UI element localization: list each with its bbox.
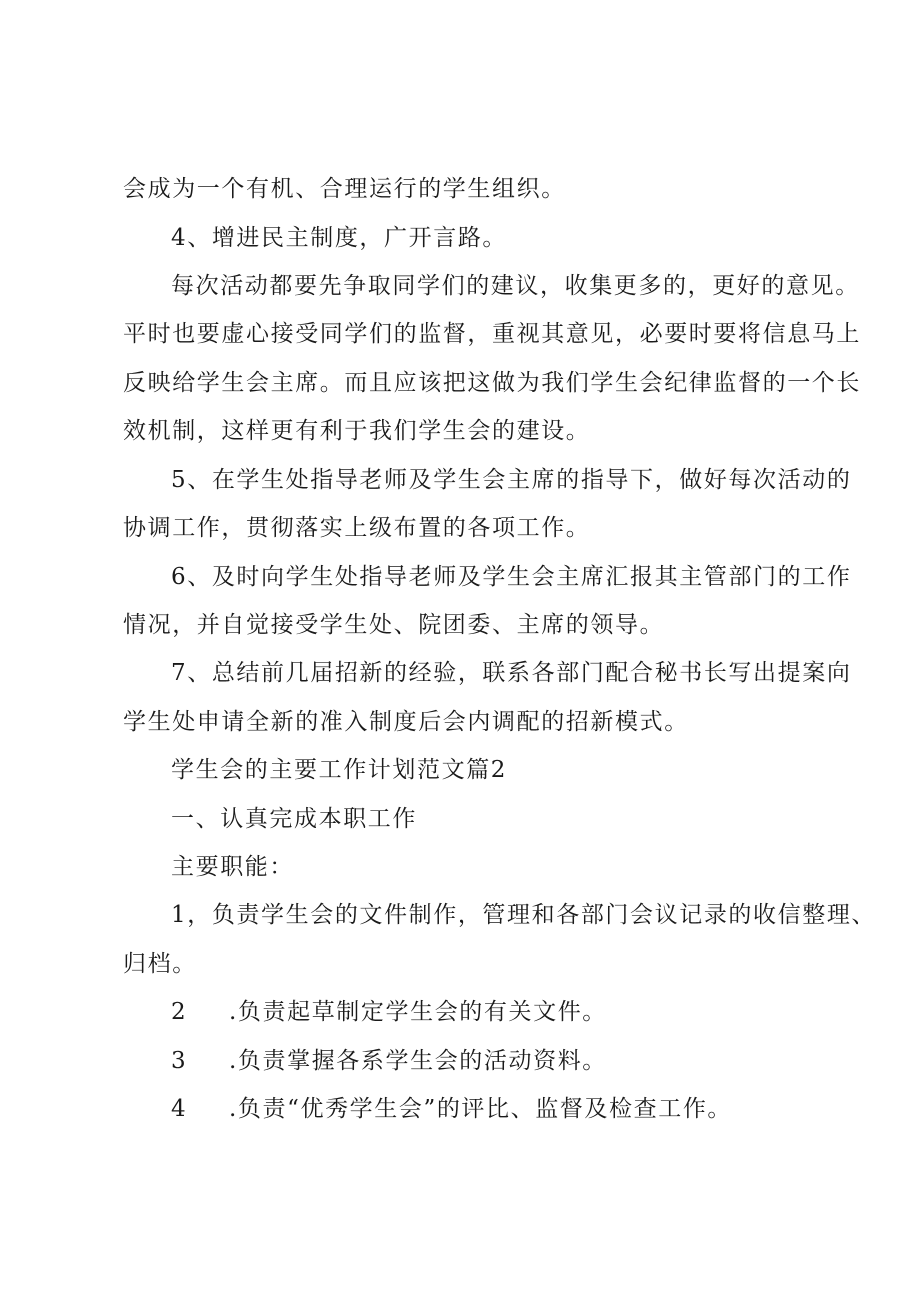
numbered-item (171, 1094, 732, 1124)
text-line: 4、增进民主制度，广开言路。 (171, 225, 508, 251)
text-line: 情况，并自觉接受学生处、院团委、主席的领导。 (123, 612, 665, 638)
numbered-item (171, 997, 607, 1027)
text-line: 1，负责学生会的文件制作，管理和各部门会议记录的收信整理、 (171, 902, 877, 928)
sub-heading: 一、认真完成本职工作 (171, 806, 417, 832)
text-line: 平时也要虚心接受同学们的监督，重视其意见，必要时要将信息马上 (123, 321, 861, 347)
text-line: 会成为一个有机、合理运行的学生组织。 (123, 176, 566, 202)
text-line: 7、总结前几届招新的经验，联系各部门配合秘书长写出提案向 (171, 660, 852, 686)
text-line: 效机制，这样更有利于我们学生会的建设。 (123, 418, 591, 444)
item-text: .负责起草制定学生会的有关文件。 (229, 999, 607, 1025)
text-line: 归档。 (123, 951, 197, 977)
item-number: 3 (171, 1048, 188, 1074)
numbered-item (171, 1046, 607, 1076)
text-line: 5、在学生处指导老师及学生会主席的指导下，做好每次活动的 (171, 467, 852, 493)
section-heading: 学生会的主要工作计划范文篇2 (171, 757, 508, 783)
item-number: 4 (171, 1096, 188, 1122)
text-line: 学生处申请全新的准入制度后会内调配的招新模式。 (123, 709, 689, 735)
text-line: 每次活动都要先争取同学们的建议，收集更多的，更好的意见。 (171, 273, 860, 299)
text-line: 主要职能： (171, 854, 294, 880)
text-line: 6、及时向学生处指导老师及学生会主席汇报其主管部门的工作 (171, 564, 852, 590)
text-line: 协调工作，贯彻落实上级布置的各项工作。 (123, 515, 591, 541)
item-number: 2 (171, 999, 188, 1025)
text-line: 反映给学生会主席。而且应该把这做为我们学生会纪律监督的一个长 (123, 370, 861, 396)
item-text: .负责“优秀学生会”的评比、监督及检查工作。 (229, 1096, 733, 1122)
item-text: .负责掌握各系学生会的活动资料。 (229, 1048, 607, 1074)
